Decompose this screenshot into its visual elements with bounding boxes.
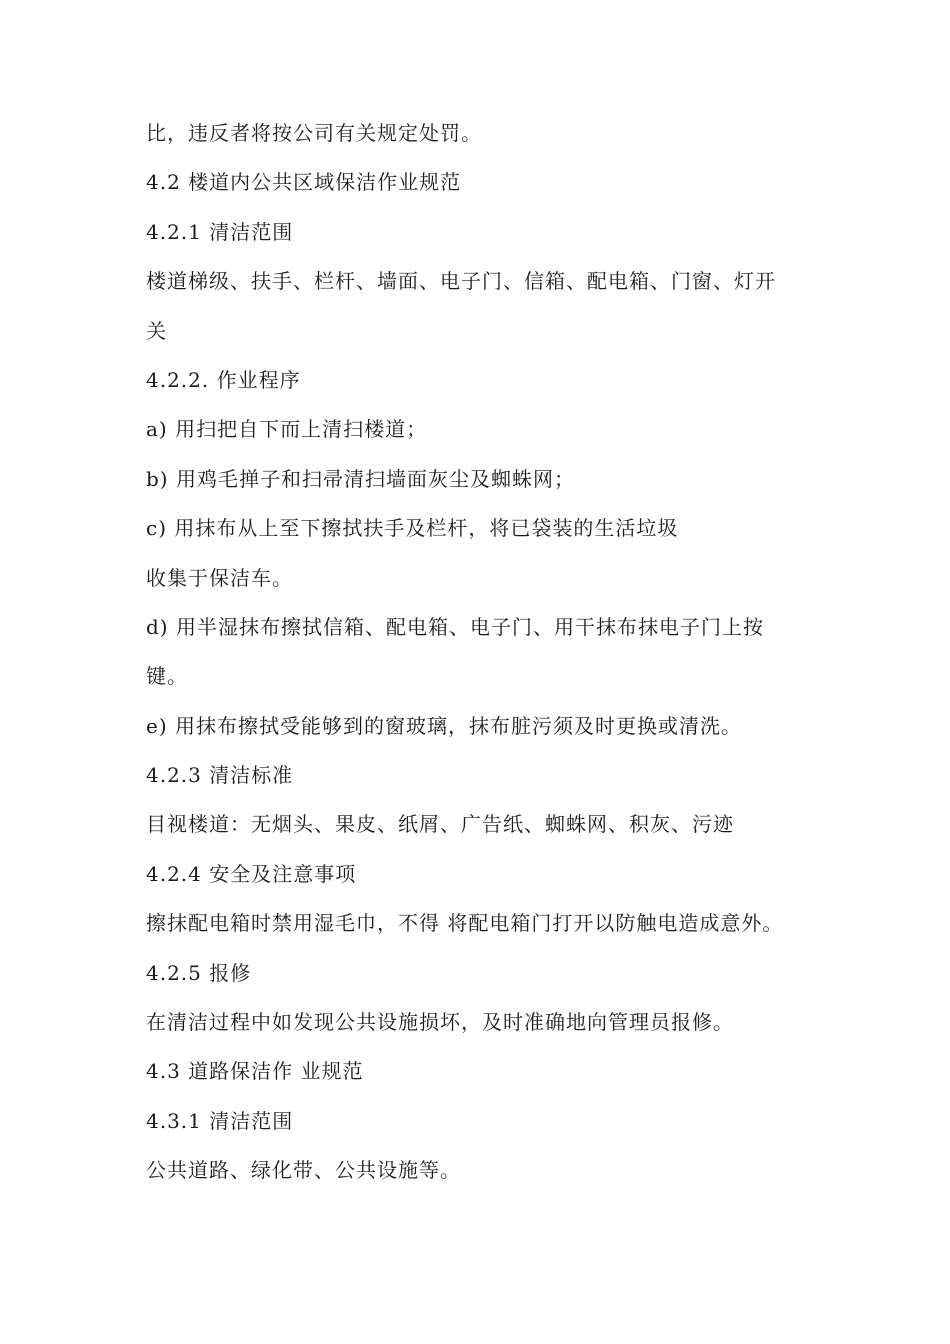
subsection-heading: 4.2.5 报修 <box>146 960 252 985</box>
text-line: 关 <box>146 318 167 343</box>
subsection-heading: 4.3.1 清洁范围 <box>146 1108 294 1133</box>
text-line: 在清洁过程中如发现公共设施损坏，及时准确地向管理员报修。 <box>146 1010 734 1035</box>
list-item: a) 用扫把自下而上清扫楼道； <box>146 417 428 442</box>
text-line: 楼道梯级、扶手、栏杆、墙面、电子门、信箱、配电箱、门窗、灯开 <box>146 269 776 294</box>
text-line: 公共道路、绿化带、公共设施等。 <box>146 1158 461 1183</box>
list-item: b) 用鸡毛掸子和扫帚清扫墙面灰尘及蜘蛛网； <box>146 466 575 491</box>
text-line: 目视楼道：无烟头、果皮、纸屑、广告纸、蜘蛛网、积灰、污迹 <box>146 812 734 837</box>
list-item: c) 用抹布从上至下擦拭扶手及栏杆，将已袋装的生活垃圾 <box>146 516 679 541</box>
list-item: e) 用抹布擦拭受能够到的窗玻璃，抹布脏污须及时更换或清洗。 <box>146 713 742 738</box>
subsection-heading: 4.2.3 清洁标准 <box>146 763 294 788</box>
subsection-heading: 4.2.4 安全及注意事项 <box>146 861 357 886</box>
text-line: 收集于保洁车。 <box>146 565 293 590</box>
section-heading: 4.3 道路保洁作 业规范 <box>146 1059 364 1084</box>
document-body <box>146 109 826 1196</box>
list-item: d) 用半湿抹布擦拭信箱、配电箱、电子门、用干抹布抹电子门上按 <box>146 614 764 639</box>
subsection-heading: 4.2.1 清洁范围 <box>146 219 294 244</box>
subsection-heading: 4.2.2. 作业程序 <box>146 367 301 392</box>
text-line: 键。 <box>146 664 188 689</box>
text-line: 比，违反者将按公司有关规定处罚。 <box>146 121 482 145</box>
section-heading: 4.2 楼道内公共区域保洁作业规范 <box>146 170 462 195</box>
text-line: 擦抹配电箱时禁用湿毛巾，不得 将配电箱门打开以防触电造成意外。 <box>146 911 784 936</box>
